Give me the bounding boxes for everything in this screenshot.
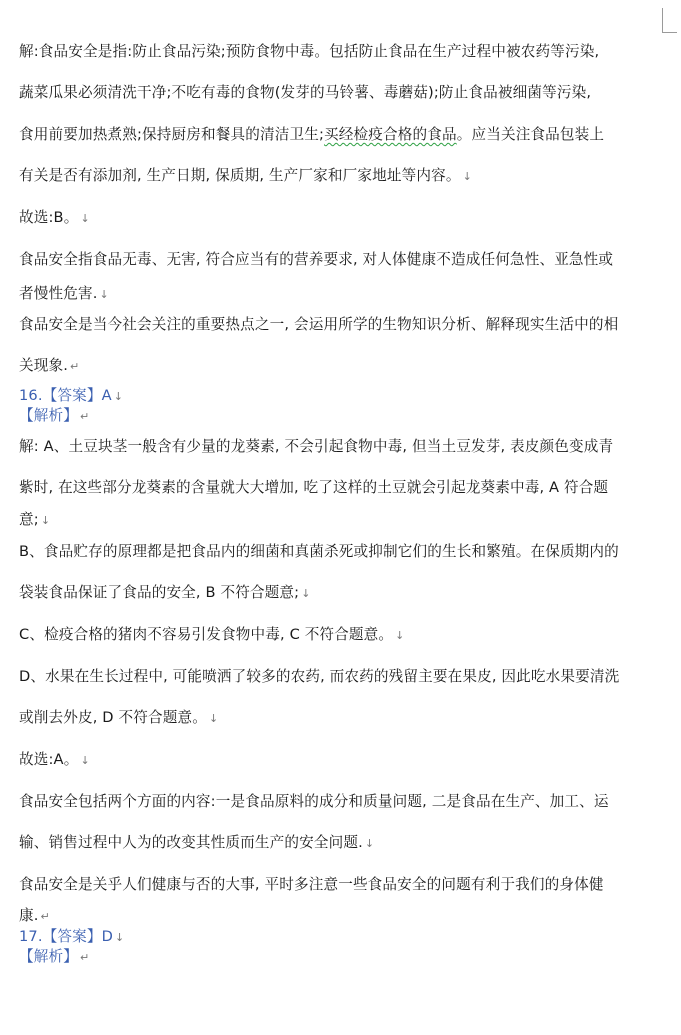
text-line bbox=[19, 83, 591, 103]
paragraph-mark-icon: ↓ bbox=[80, 212, 90, 225]
text-content: 解:食品安全是指:防止食品污染;预防食物中毒。包括防止食品在生产过程中被农药等污染, bbox=[19, 43, 600, 60]
text-content: 故选:B。 bbox=[19, 209, 79, 226]
text-segment: 食用前要加热煮熟;保持厨房和餐具的清洁卫生; bbox=[19, 126, 325, 143]
text-content: 17.【答案】D bbox=[19, 928, 114, 945]
text-line bbox=[19, 667, 619, 687]
text-line bbox=[19, 875, 604, 895]
text-content: 食品安全指食品无毒、无害, 符合应当有的营养要求, 对人体健康不造成任何急性、亚急性或 bbox=[19, 251, 614, 268]
paragraph-mark-icon: ↓ bbox=[395, 629, 405, 642]
text-line bbox=[19, 42, 599, 62]
text-content: C、检疫合格的猪肉不容易引发食物中毒, C 不符合题意。 bbox=[19, 626, 394, 643]
text-content: 紫时, 在这些部分龙葵素的含量就大大增加, 吃了这样的土豆就会引起龙葵素中毒, A 符合题 bbox=[19, 479, 609, 496]
text-content: 【解析】 bbox=[19, 948, 78, 965]
paragraph-mark-icon: ↓ bbox=[364, 837, 375, 850]
paragraph-mark-icon: ↵ bbox=[79, 951, 90, 964]
text-content: 关现象. bbox=[19, 357, 69, 374]
text-content: 意; bbox=[19, 511, 39, 528]
text-line bbox=[19, 927, 124, 948]
text-content: B、食品贮存的原理都是把食品内的细菌和真菌杀死或抑制它们的生长和繁殖。在保质期内的 bbox=[19, 543, 619, 560]
page-corner-mark bbox=[662, 8, 677, 33]
paragraph-mark-icon: ↓ bbox=[208, 712, 219, 725]
text-line bbox=[19, 386, 123, 407]
text-content: D、水果在生长过程中, 可能喷洒了较多的农药, 而农药的残留主要在果皮, 因此吃水果要清洗 bbox=[19, 668, 620, 685]
text-content: 食品安全是当今社会关注的重要热点之一, 会运用所学的生物知识分析、解释现实生活中的相 bbox=[19, 316, 619, 333]
text-line bbox=[19, 947, 89, 968]
text-content: 者慢性危害. bbox=[19, 285, 98, 302]
text-line bbox=[19, 792, 609, 812]
paragraph-mark-icon: ↓ bbox=[115, 931, 125, 944]
text-content: 袋装食品保证了食品的安全, B 不符合题意; bbox=[19, 584, 300, 601]
paragraph-mark-icon: ↓ bbox=[40, 514, 51, 527]
paragraph-mark-icon: ↵ bbox=[40, 910, 50, 923]
text-line bbox=[19, 478, 608, 498]
text-line bbox=[19, 406, 89, 427]
text-content: 食品安全包括两个方面的内容:一是食品原料的成分和质量问题, 二是食品在生产、加工、运 bbox=[19, 793, 609, 810]
text-content: 食品安全是关乎人们健康与否的大事, 平时多注意一些食品安全的问题有利于我们的身体健 bbox=[19, 876, 604, 893]
text-line bbox=[19, 750, 90, 771]
paragraph-mark-icon: ↓ bbox=[113, 390, 124, 403]
spellcheck-underlined-text: 买经检疫合格的食品 bbox=[324, 126, 457, 143]
paragraph-mark-icon: ↵ bbox=[79, 410, 90, 423]
text-line bbox=[19, 208, 90, 229]
text-line bbox=[19, 583, 311, 604]
paragraph-mark-icon: ↵ bbox=[70, 360, 80, 373]
text-line bbox=[19, 356, 79, 377]
text-content: 【解析】 bbox=[19, 407, 78, 424]
text-segment: 。应当关注食品包装上 bbox=[456, 126, 605, 143]
paragraph-mark-icon: ↓ bbox=[301, 587, 311, 600]
text-line bbox=[19, 315, 618, 335]
text-line bbox=[19, 284, 109, 305]
text-line bbox=[19, 542, 619, 562]
text-line bbox=[19, 125, 604, 145]
text-line bbox=[19, 166, 472, 187]
paragraph-mark-icon: ↓ bbox=[462, 170, 472, 183]
text-content: 故选:A。 bbox=[19, 751, 79, 768]
text-content: 或削去外皮, D 不符合题意。 bbox=[19, 709, 207, 726]
paragraph-mark-icon: ↓ bbox=[99, 288, 109, 301]
text-line bbox=[19, 250, 613, 270]
text-line bbox=[19, 906, 50, 927]
text-content: 有关是否有添加剂, 生产日期, 保质期, 生产厂家和厂家地址等内容。 bbox=[19, 167, 461, 184]
text-line bbox=[19, 510, 50, 531]
text-content: 16.【答案】A bbox=[19, 387, 112, 404]
text-content: 蔬菜瓜果必须清洗干净;不吃有毒的食物(发芽的马铃薯、毒蘑菇);防止食品被细菌等污染, bbox=[19, 84, 592, 101]
text-content: 康. bbox=[19, 907, 39, 924]
text-content: 解: A、土豆块茎一般含有少量的龙葵素, 不会引起食物中毒, 但当土豆发芽, 表皮颜色变成青 bbox=[19, 438, 614, 455]
text-line bbox=[19, 625, 405, 646]
text-content: 输、销售过程中人为的改变其性质而生产的安全问题. bbox=[19, 834, 363, 851]
text-line bbox=[19, 708, 218, 729]
text-line bbox=[19, 833, 374, 854]
text-line bbox=[19, 437, 613, 457]
paragraph-mark-icon: ↓ bbox=[80, 754, 90, 767]
